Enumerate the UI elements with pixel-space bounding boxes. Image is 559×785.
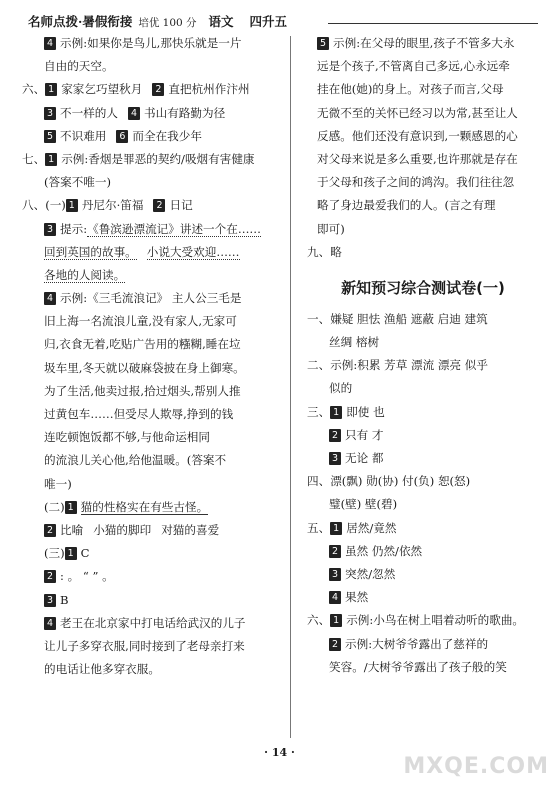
answer-line (307, 586, 539, 609)
question-number: 八、(一) (22, 198, 66, 213)
answer-line (22, 612, 277, 635)
answer-line (307, 125, 539, 148)
answer-text: 小猫的脚印 (93, 522, 152, 537)
header-rule (328, 23, 538, 24)
watermark-logo: MXQE.COM (403, 754, 549, 779)
answer-line (307, 171, 539, 194)
answer-text: 小说大受欢迎…… (146, 244, 240, 259)
answer-line (22, 542, 277, 565)
answer-text: 示例:《三毛流浪记》 主人公三毛是 (60, 291, 242, 306)
answer-line (22, 565, 277, 588)
section-title: 新知预习综合测试卷(一) (341, 278, 505, 297)
answer-line (22, 589, 277, 612)
answer-text: 挂在他(她)的身上。对孩子而言,父母 (317, 82, 504, 97)
number-badge: 4 (44, 617, 56, 630)
answer-text: 《鲁滨逊漂流记》讲述一个在…… (87, 221, 262, 236)
number-badge: 1 (66, 199, 78, 212)
number-badge: 5 (44, 130, 56, 143)
number-badge: 1 (65, 547, 77, 560)
answer-text: 虽然 仍然/依然 (345, 543, 423, 558)
answer-text: 的电话让他多穿衣服。 (44, 662, 160, 677)
answer-text: 略了身边最爱我们的人。(言之有理 (317, 198, 496, 213)
number-badge: 2 (329, 545, 341, 558)
answer-line (307, 148, 539, 171)
answer-line (307, 102, 539, 125)
answer-text: 日记 (169, 198, 193, 213)
answer-text: 一、嫌疑 胆怯 渔船 遮蔽 启迪 建筑 (307, 311, 488, 326)
answer-text: 似的 (329, 381, 353, 396)
series-title: 名师点拨·暑假衔接 (28, 14, 133, 29)
number-badge: 4 (44, 292, 56, 305)
question-number: 六、 (307, 613, 331, 628)
answer-line (307, 308, 539, 331)
answer-line (22, 125, 277, 148)
answer-line (22, 473, 277, 496)
answer-line (307, 78, 539, 101)
number-badge: 2 (153, 199, 165, 212)
answer-line (307, 331, 539, 354)
number-badge: 3 (329, 452, 341, 465)
answer-line (22, 194, 277, 217)
answer-line (22, 658, 277, 681)
answer-text: 旧上海一名流浪儿童,没有家人,无家可 (44, 314, 237, 329)
answer-text: 果然 (345, 590, 369, 605)
number-badge: 4 (44, 37, 56, 50)
answer-line (307, 563, 539, 586)
answer-text: 丹尼尔·笛福 (81, 198, 144, 213)
number-badge: 4 (128, 107, 140, 120)
left-column (22, 32, 277, 681)
answer-line (307, 517, 539, 540)
number-badge: 3 (44, 594, 56, 607)
answer-text: 于父母和孩子之间的鸿沟。我们往往忽 (317, 175, 515, 190)
answer-text: 比喻 (60, 522, 84, 537)
answer-text: 示例:小鸟在树上唱着动听的歌曲。 (346, 613, 525, 628)
answer-text: 的人 (94, 105, 118, 120)
answer-line (22, 519, 277, 542)
answer-line (22, 310, 277, 333)
number-badge: 3 (329, 568, 341, 581)
answer-text: 直把杭州作汴州 (168, 82, 250, 97)
answer-text: 的流浪儿关心他,给他温暖。(答案不 (44, 453, 227, 468)
number-badge: 2 (44, 524, 56, 537)
page-number: · 14 · (264, 746, 295, 759)
answer-text: 二、示例:积累 芳草 漂流 漂亮 似乎 (307, 358, 488, 373)
grade-label: 四升五 (249, 14, 287, 29)
question-number: (二) (44, 499, 65, 514)
answer-text: 各地的人阅读。 (44, 267, 126, 282)
answer-line (22, 496, 277, 519)
answer-text: 不一样 (60, 105, 95, 120)
answer-line (307, 633, 539, 656)
answer-text: 唯一) (44, 476, 72, 491)
question-number: 五、 (307, 520, 331, 535)
answer-line (307, 540, 539, 563)
answer-line (22, 241, 277, 264)
answer-line (307, 354, 539, 377)
right-column (307, 32, 539, 679)
answer-text: 无微不至的关怀已经习以为常,甚至让人 (317, 105, 518, 120)
answer-line (22, 380, 277, 403)
answer-text: 笑容。/大树爷爷露出了孩子般的笑 (329, 659, 507, 674)
answer-text: 丝绸 榕树 (329, 335, 380, 350)
number-badge: 1 (45, 153, 57, 166)
number-badge: 1 (65, 501, 77, 514)
answer-line (307, 470, 539, 493)
answer-text: 居然/竟然 (346, 520, 397, 535)
answer-line (307, 447, 539, 470)
answer-text: 只有 才 (345, 427, 384, 442)
question-number: 七、 (22, 151, 46, 166)
answer-line (22, 449, 277, 472)
answer-text: 让儿子多穿衣服,同时接到了老母亲打来 (44, 638, 245, 653)
number-badge: 2 (152, 83, 164, 96)
answer-line (22, 55, 277, 78)
question-number: (三) (44, 546, 65, 561)
answer-text: 对猫的喜爱 (161, 522, 220, 537)
answer-text: 为了生活,他卖过报,拾过烟头,帮别人推 (44, 383, 241, 398)
answer-line (307, 656, 539, 679)
score-label: 培优 100 分 (138, 17, 197, 29)
answer-line (307, 377, 539, 400)
answer-text: 归,衣食无着,吃贴广告用的糨糊,睡在垃 (44, 337, 241, 352)
answer-text: 书山有路勤为径 (144, 105, 226, 120)
answer-text: 突然/忽然 (345, 566, 396, 581)
answer-text: B (60, 592, 69, 607)
answer-text: 九、略 (307, 244, 342, 259)
answer-line (307, 424, 539, 447)
answer-text: 回到英国的故事。 (44, 244, 137, 259)
answer-line (22, 333, 277, 356)
answer-text: C (80, 546, 90, 561)
number-badge: 3 (44, 223, 56, 236)
number-badge: 2 (329, 429, 341, 442)
answer-line (307, 32, 539, 55)
answer-text: 示例:在父母的眼里,孩子不管多大永 (333, 36, 515, 50)
answer-line (22, 78, 277, 101)
answer-text: 示例:如果你是鸟儿,那快乐就是一片 (60, 36, 242, 50)
answer-line (22, 264, 277, 287)
number-badge: 4 (329, 591, 341, 604)
answer-line (22, 287, 277, 310)
answer-text: (答案不唯一) (44, 175, 112, 190)
number-badge: 1 (330, 522, 342, 535)
answer-text: 远是个孩子,不管离自己多远,心永远牵 (317, 59, 510, 74)
answer-text: 无论 都 (345, 451, 384, 465)
answer-text: 过黄包车……但受尽人欺辱,挣到的钱 (44, 407, 234, 421)
answer-text: 连吃顿饱饭都不够,与他命运相同 (44, 430, 210, 445)
answer-line (307, 493, 539, 516)
number-badge: 2 (44, 570, 56, 583)
answer-text: 即使 也 (346, 404, 385, 419)
answer-text: 反感。他们还没有意识到,一颗感恩的心 (317, 128, 518, 143)
answer-line (22, 403, 277, 426)
answer-line (307, 609, 539, 632)
number-badge: 5 (317, 37, 329, 50)
number-badge: 6 (116, 130, 128, 143)
answer-line (307, 401, 539, 424)
answer-line (307, 241, 539, 264)
answer-text: 示例:大树爷爷露出了慈祥的 (345, 636, 489, 651)
answer-line (22, 426, 277, 449)
number-badge: 1 (45, 83, 57, 96)
answer-line (22, 171, 277, 194)
answer-line (307, 55, 539, 78)
column-divider (290, 36, 291, 738)
answer-text: 猫的性格实在有些古怪。 (80, 499, 209, 514)
question-number: 三、 (307, 404, 331, 419)
answer-line (22, 218, 277, 241)
number-badge: 1 (330, 406, 342, 419)
answer-text: 即可) (317, 221, 345, 236)
answer-line (22, 635, 277, 658)
answer-text: 四、漂(飘) 勋(协) 付(负) 恕(怒) (307, 474, 471, 489)
answer-text: 家家乞巧望秋月 (61, 82, 143, 97)
number-badge: 1 (330, 614, 342, 627)
answer-line (22, 32, 277, 55)
answer-text: 而全在我少年 (132, 128, 202, 143)
answer-line (22, 148, 277, 171)
answer-text: 不识难用 (60, 128, 107, 143)
number-badge: 2 (329, 638, 341, 651)
answer-line (22, 102, 277, 125)
answer-text: 老王在北京家中打电话给武汉的儿子 (60, 615, 246, 630)
answer-line (22, 357, 277, 380)
page-header (28, 12, 538, 34)
subject-label: 语文 (208, 14, 234, 29)
number-badge: 3 (44, 107, 56, 120)
answer-text: 璧(壁) 壁(碧) (329, 497, 398, 512)
question-number: 六、 (22, 82, 46, 97)
answer-text: : 。 “ ” 。 (60, 569, 114, 584)
answer-line (307, 194, 539, 217)
answer-text: 提示: (60, 221, 88, 236)
answer-text: 自由的天空。 (44, 59, 114, 74)
answer-line (307, 218, 539, 241)
answer-text: 示例:香烟是罪恶的契约/吸烟有害健康 (61, 151, 255, 166)
answer-text: 圾车里,冬天就以破麻袋披在身上御寒。 (44, 360, 245, 375)
answer-text: 对父母来说是多么重要,也许那就是存在 (317, 151, 518, 166)
